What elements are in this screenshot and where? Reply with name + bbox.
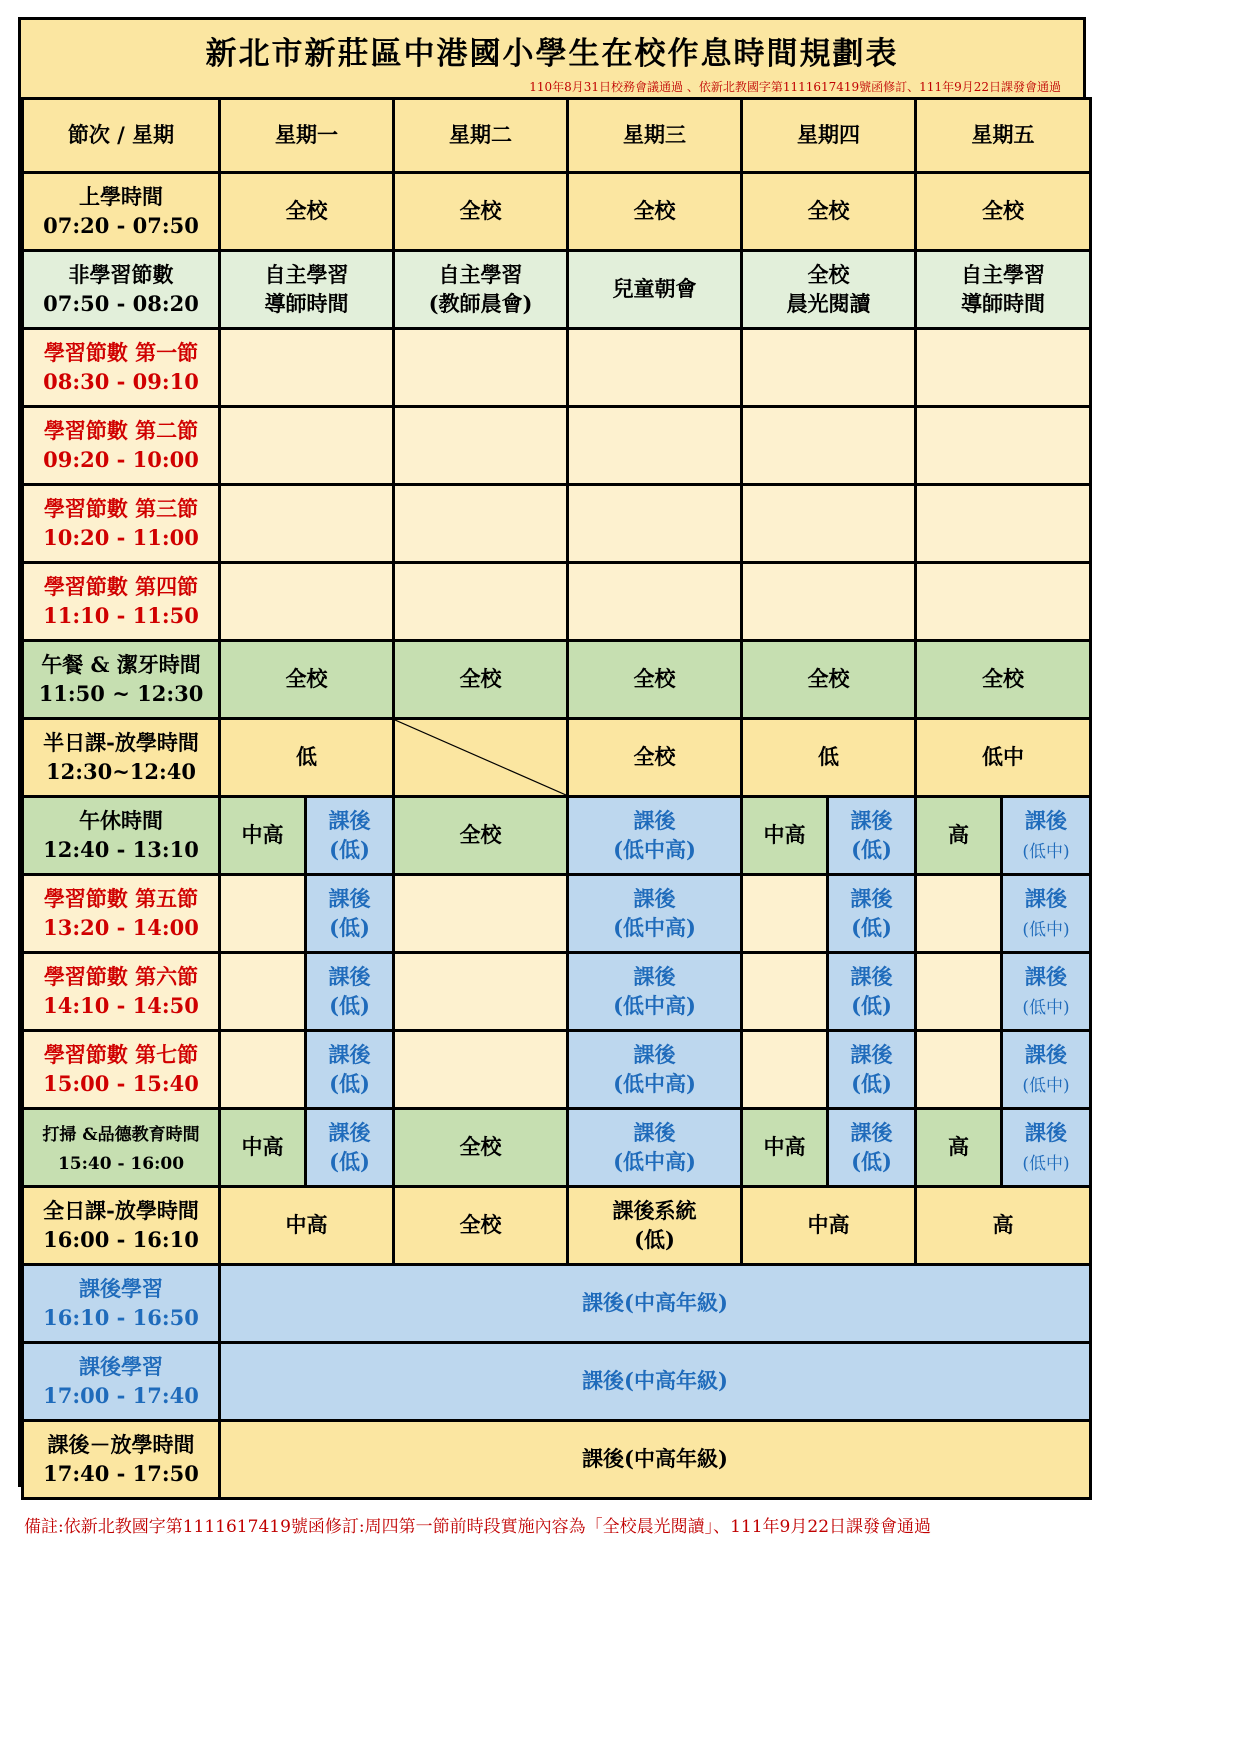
page-title: 新北市新莊區中港國小學生在校作息時間規劃表 [205,36,899,72]
cell: 全校 [394,641,568,719]
cell [394,485,568,563]
row-label [23,329,220,407]
row-lunch [23,641,1091,719]
cell-line: (教師晨會) [428,290,533,316]
cell [394,563,568,641]
cell-line: 課後 [1025,1120,1067,1146]
cell-line: 課後 [1025,964,1067,990]
cell [568,1031,742,1109]
cell-line: (低中) [1022,841,1070,862]
cell-line: (低) [329,1148,370,1174]
row-after-class-1 [23,1265,1091,1343]
cell [828,953,916,1031]
cell-line: (低) [851,992,892,1018]
row-cleaning [23,1109,1091,1187]
cell-line: (低) [851,1148,892,1174]
cell [306,953,394,1031]
cell [306,797,394,875]
row-nap [23,797,1091,875]
label-text: 打掃 &品德教育時間 [42,1125,200,1146]
time-text: 07:20 - 07:50 [43,212,199,238]
cell [1002,875,1091,953]
label-text: 學習節數 第四節 [43,574,199,600]
cell: 全校 [394,1187,568,1265]
row-label [23,563,220,641]
cell [742,485,916,563]
row-half-day [23,719,1091,797]
row-label [23,1421,220,1499]
cell-line: (低中高) [613,836,696,862]
cell [568,1109,742,1187]
cell: 全校 [742,173,916,251]
time-text: 15:00 - 15:40 [43,1070,199,1096]
label-text: 非學習節數 [68,262,174,288]
cell-line: 課後 [328,964,371,990]
diagonal-cell [394,719,568,797]
cell [394,251,568,329]
cell [220,485,394,563]
cell-line: (低中高) [613,1070,696,1096]
cell [1002,1109,1091,1187]
cell [220,875,306,953]
row-period-5 [23,875,1091,953]
cell-line: 全校 [807,262,850,288]
row-after-class-2 [23,1343,1091,1421]
cell: 全校 [916,641,1091,719]
cell-line: 自主學習 [961,262,1045,288]
row-period-6 [23,953,1091,1031]
cell [220,563,394,641]
cell-line: (低) [329,992,370,1018]
cell [828,1109,916,1187]
cell: 中高 [220,797,306,875]
cell [742,329,916,407]
cell [568,407,742,485]
cell-line: 導師時間 [264,290,349,316]
cell-line: 課後 [328,1042,371,1068]
cell [916,485,1091,563]
cell [916,251,1091,329]
cell-line: 課後 [328,808,371,834]
cell [916,1031,1002,1109]
cell [394,1031,568,1109]
cell: 高 [916,1109,1002,1187]
cell-line: 課後 [850,1120,893,1146]
cell: 全校 [394,173,568,251]
cell-line: (低) [851,914,892,940]
cell-line: (低中) [1022,919,1070,940]
cell: 課後(中高年級) [220,1343,1091,1421]
cell: 課後(中高年級) [220,1421,1091,1499]
row-period-1 [23,329,1091,407]
cell-line: 課後 [633,964,676,990]
diagonal-line [395,720,566,795]
cell-line: 課後 [633,808,676,834]
cell: 全校 [394,797,568,875]
time-text: 16:10 - 16:50 [43,1304,199,1330]
cell: 中高 [742,1109,828,1187]
cell-line: 課後系統 [612,1198,697,1224]
header-thu: 星期四 [742,99,916,173]
cell [394,953,568,1031]
time-text: 09:20 - 10:00 [43,446,199,472]
cell: 全校 [220,641,394,719]
label-text: 課後學習 [79,1354,163,1380]
cell [568,329,742,407]
label-text: 午餐 & 潔牙時間 [41,652,201,678]
cell [306,1031,394,1109]
cell [220,953,306,1031]
label-text: 學習節數 第二節 [43,418,199,444]
cell-line: 課後 [633,886,676,912]
cell [916,875,1002,953]
row-after-class-dismissal [23,1421,1091,1499]
row-arrival [23,173,1091,251]
cell [568,1187,742,1265]
schedule-table [21,97,1092,1500]
cell: 全校 [568,641,742,719]
cell [828,797,916,875]
time-text: 15:40 - 16:00 [57,1153,185,1174]
cell [568,875,742,953]
time-text: 11:10 - 11:50 [43,602,199,628]
row-label [23,953,220,1031]
cell-line: 自主學習 [264,262,349,288]
footnote: 備註:依新北教國字第1111617419號函修訂:周四第一節前時段實施內容為「全校晨光閱讀」、111年9月22日課發會通過 [24,1517,932,1537]
cell: 全校 [568,173,742,251]
cell-line: (低) [851,1070,892,1096]
cell-line: 課後 [850,964,893,990]
cell-line: (低中高) [613,914,696,940]
cell [568,563,742,641]
label-text: 學習節數 第七節 [43,1042,199,1068]
time-text: 12:40 - 13:10 [43,836,199,862]
row-period-3 [23,485,1091,563]
header-tue: 星期二 [394,99,568,173]
cell: 中高 [220,1109,306,1187]
cell [306,1109,394,1187]
cell-line: (低) [329,914,370,940]
cell: 中高 [220,1187,394,1265]
label-text: 上學時間 [79,184,163,210]
cell-line: 課後 [633,1042,676,1068]
cell-line: 課後 [328,886,371,912]
cell [742,875,828,953]
row-full-day [23,1187,1091,1265]
row-label [23,1109,220,1187]
cell-line: (低中高) [613,992,696,1018]
cell-line: (低中) [1022,1153,1070,1174]
label-text: 學習節數 第六節 [43,964,199,990]
cell: 全校 [742,641,916,719]
cell-line: (低中) [1022,997,1070,1018]
time-text: 11:50 ~ 12:30 [38,680,204,706]
cell [742,563,916,641]
time-text: 13:20 - 14:00 [43,914,199,940]
label-text: 全日課-放學時間 [43,1198,199,1224]
cell [306,875,394,953]
cell: 全校 [394,1109,568,1187]
cell [394,875,568,953]
row-period-2 [23,407,1091,485]
cell [394,329,568,407]
cell [220,251,394,329]
cell [828,875,916,953]
cell: 課後(中高年級) [220,1265,1091,1343]
cell: 低中 [916,719,1091,797]
cell [220,329,394,407]
cell: 高 [916,797,1002,875]
cell [742,251,916,329]
cell [1002,953,1091,1031]
cell-line: 課後 [1025,1042,1067,1068]
time-text: 07:50 - 08:20 [43,290,199,316]
time-text: 17:00 - 17:40 [43,1382,199,1408]
time-text: 17:40 - 17:50 [43,1460,199,1486]
cell [916,563,1091,641]
cell: 低 [742,719,916,797]
header-row [23,99,1091,173]
row-label [23,1187,220,1265]
cell: 高 [916,1187,1091,1265]
time-text: 14:10 - 14:50 [43,992,199,1018]
cell [742,1031,828,1109]
row-period-7 [23,1031,1091,1109]
cell: 全校 [568,719,742,797]
cell [1002,1031,1091,1109]
cell [916,953,1002,1031]
row-label [23,173,220,251]
header-corner: 節次 / 星期 [23,99,220,173]
time-text: 16:00 - 16:10 [43,1226,199,1252]
header-wed: 星期三 [568,99,742,173]
cell: 全校 [220,173,394,251]
cell [568,797,742,875]
cell [828,1031,916,1109]
cell [742,953,828,1031]
cell-line: 課後 [850,886,893,912]
cell-line: (低) [329,836,370,862]
row-label [23,641,220,719]
row-label [23,1343,220,1421]
cell-line: 晨光閱讀 [786,290,871,316]
cell [220,1031,306,1109]
row-label [23,1265,220,1343]
cell: 兒童朝會 [568,251,742,329]
cell-line: 自主學習 [438,262,523,288]
time-text: 08:30 - 09:10 [43,368,199,394]
row-period-4 [23,563,1091,641]
cell-line: 導師時間 [961,290,1045,316]
time-text: 12:30~12:40 [46,758,196,784]
cell [1002,797,1091,875]
cell-line: (低) [634,1226,675,1252]
row-label [23,1031,220,1109]
cell: 低 [220,719,394,797]
cell [916,329,1091,407]
label-text: 學習節數 第三節 [43,496,199,522]
cell-line: (低) [851,836,892,862]
cell [568,953,742,1031]
cell [742,407,916,485]
cell: 全校 [916,173,1091,251]
row-label [23,797,220,875]
row-label [23,407,220,485]
cell [394,407,568,485]
row-non-learning [23,251,1091,329]
time-text: 10:20 - 11:00 [43,524,199,550]
cell-line: (低中) [1022,1075,1070,1096]
label-text: 課後學習 [79,1276,163,1302]
cell-line: 課後 [633,1120,676,1146]
cell-line: 課後 [1025,886,1067,912]
cell: 中高 [742,797,828,875]
label-text: 半日課-放學時間 [43,730,199,756]
cell: 中高 [742,1187,916,1265]
row-label [23,875,220,953]
title-box [21,20,1083,100]
row-label [23,251,220,329]
row-label [23,719,220,797]
page-subtitle: 110年8月31日校務會議通過 、依新北教國字第1111617419號函修訂、111年9月22日課發會通過 [529,80,1061,94]
label-text: 課後－放學時間 [47,1432,195,1458]
cell-line: 課後 [328,1120,371,1146]
header-mon: 星期一 [220,99,394,173]
cell-line: 課後 [1025,808,1067,834]
cell [568,485,742,563]
cell-line: 課後 [850,1042,893,1068]
cell-line: 課後 [850,808,893,834]
cell [916,407,1091,485]
cell-line: (低) [329,1070,370,1096]
cell-line: (低中高) [613,1148,696,1174]
schedule-sheet [18,17,1086,1487]
label-text: 學習節數 第一節 [43,340,199,366]
row-label [23,485,220,563]
header-fri: 星期五 [916,99,1091,173]
cell [220,407,394,485]
label-text: 學習節數 第五節 [43,886,199,912]
label-text: 午休時間 [79,808,163,834]
